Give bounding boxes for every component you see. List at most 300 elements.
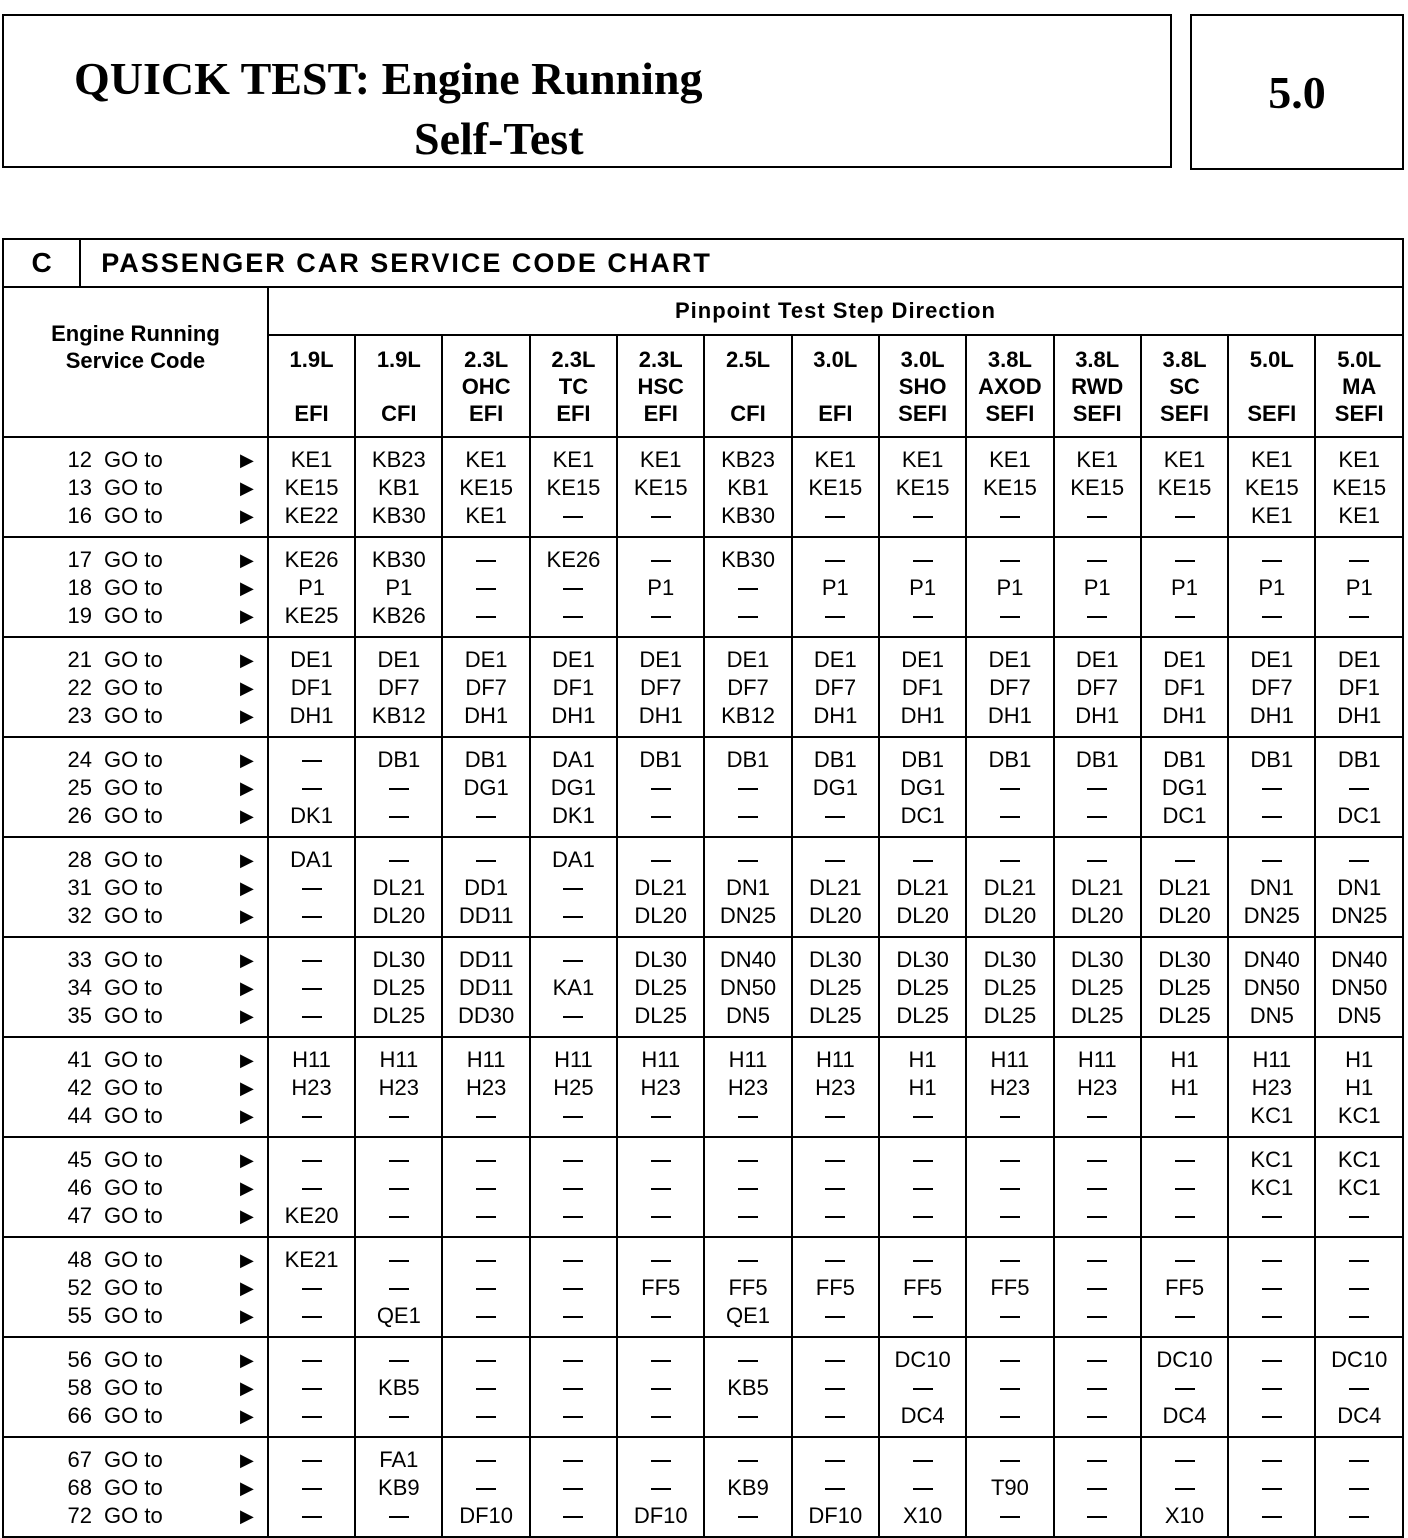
- test-step-value: [1055, 1174, 1140, 1202]
- test-step-value: DF10: [808, 1503, 863, 1528]
- arrow-right-icon: ▶: [240, 506, 254, 526]
- no-test-dash: [1000, 516, 1020, 518]
- no-test-dash: [651, 860, 671, 862]
- test-step-value: P1: [1345, 575, 1373, 600]
- test-step-value: [1055, 546, 1140, 574]
- test-step-cell: [1141, 537, 1228, 637]
- test-step-value: [269, 1302, 354, 1330]
- test-step-value: DL25: [896, 1003, 949, 1028]
- test-step-value: [356, 1502, 441, 1530]
- test-step-value: DF7: [1076, 675, 1118, 700]
- test-step-value: [531, 574, 616, 602]
- service-codes: [3, 437, 268, 537]
- test-step-value: H23: [291, 1075, 332, 1100]
- service-code-number: 32: [67, 903, 92, 928]
- test-step-value: [443, 1146, 528, 1174]
- service-code-line: [4, 1002, 267, 1030]
- test-step-value: [793, 1202, 878, 1230]
- code-group-row: [3, 637, 1403, 737]
- test-step-value: [1055, 1246, 1140, 1274]
- test-step-value: KC1: [1250, 1103, 1294, 1128]
- service-codes: [3, 1237, 268, 1337]
- test-step-cell: [442, 637, 529, 737]
- test-step-value: [1055, 802, 1140, 830]
- test-step-value: DB1: [901, 747, 945, 772]
- no-test-dash: [651, 1488, 671, 1490]
- test-step-cell: [879, 1337, 966, 1437]
- no-test-dash: [1175, 1260, 1195, 1262]
- test-step-cell: [704, 937, 791, 1037]
- test-step-value: [531, 946, 616, 974]
- test-step-cell: [268, 637, 355, 737]
- test-step-cell: [1315, 1437, 1403, 1537]
- test-step-value: [1055, 1274, 1140, 1302]
- test-step-cell: [792, 1337, 879, 1437]
- test-step-value: [967, 1246, 1052, 1274]
- arrow-right-icon: ▶: [240, 750, 254, 770]
- no-test-dash: [389, 1216, 409, 1218]
- test-step-value: [531, 902, 616, 930]
- test-step-value: H23: [989, 1075, 1031, 1100]
- column-header: [1054, 335, 1141, 437]
- test-step-cell: [355, 937, 442, 1037]
- no-test-dash: [738, 1360, 758, 1362]
- test-step-cell: [704, 1037, 791, 1137]
- column-header-line: [269, 373, 354, 400]
- test-step-cell: [966, 1137, 1053, 1237]
- test-step-cell: [792, 1437, 879, 1537]
- test-step-value: [443, 1274, 528, 1302]
- test-step-value: [443, 546, 528, 574]
- test-step-value: [1229, 546, 1314, 574]
- test-step-cell: [268, 837, 355, 937]
- no-test-dash: [389, 1360, 409, 1362]
- test-step-value: [618, 1174, 703, 1202]
- test-step-value: [531, 1374, 616, 1402]
- column-header-line: 1.9L: [289, 346, 334, 372]
- test-step-value: [967, 1374, 1052, 1402]
- test-step-value: [880, 502, 965, 530]
- test-step-cell: [530, 1237, 617, 1337]
- go-to-label: GO to: [104, 1275, 163, 1300]
- test-step-value: DN5: [1249, 1003, 1294, 1028]
- no-test-dash: [1000, 616, 1020, 618]
- test-step-value: [793, 1446, 878, 1474]
- test-step-value: DN40: [1243, 947, 1300, 972]
- column-header-line: AXOD: [978, 373, 1042, 399]
- test-step-value: [531, 1246, 616, 1274]
- test-step-value: DF1: [1163, 675, 1206, 700]
- test-step-cell: [704, 537, 791, 637]
- test-step-value: KE1: [465, 503, 507, 528]
- test-step-value: DL25: [896, 975, 949, 1000]
- test-step-value: P1: [996, 575, 1024, 600]
- test-step-value: [531, 602, 616, 630]
- test-step-value: DL21: [809, 875, 862, 900]
- test-step-value: [1055, 1146, 1140, 1174]
- test-step-value: DF7: [465, 675, 507, 700]
- no-test-dash: [651, 616, 671, 618]
- test-step-value: [880, 1174, 965, 1202]
- test-step-cell: [442, 937, 529, 1037]
- service-code-line: [4, 574, 267, 602]
- test-step-value: [618, 1446, 703, 1474]
- test-step-value: DL25: [1158, 1003, 1211, 1028]
- test-step-cell: [617, 737, 704, 837]
- test-step-value: DN1: [1249, 875, 1294, 900]
- no-test-dash: [1262, 1488, 1282, 1490]
- no-test-dash: [389, 816, 409, 818]
- test-step-cell: [1141, 1437, 1228, 1537]
- test-step-cell: [530, 437, 617, 537]
- column-header-line: 5.0L: [1337, 346, 1382, 372]
- test-step-cell: [792, 737, 879, 837]
- test-step-cell: [1228, 537, 1315, 637]
- test-step-cell: [1228, 1237, 1315, 1337]
- test-step-cell: [442, 737, 529, 837]
- no-test-dash: [1349, 1260, 1369, 1262]
- test-step-value: DF7: [378, 675, 420, 700]
- test-step-cell: [355, 1037, 442, 1137]
- column-header-line: 3.0L: [900, 346, 945, 372]
- test-step-value: KC1: [1337, 1175, 1381, 1200]
- test-step-value: X10: [903, 1503, 943, 1528]
- test-step-value: DE1: [988, 647, 1032, 672]
- column-header: [1315, 335, 1403, 437]
- service-code-number: 25: [67, 775, 92, 800]
- test-step-value: FF5: [990, 1275, 1030, 1300]
- no-test-dash: [1087, 1116, 1107, 1118]
- test-step-value: [705, 1174, 790, 1202]
- no-test-dash: [1087, 560, 1107, 562]
- test-step-value: [531, 1274, 616, 1302]
- no-test-dash: [1262, 816, 1282, 818]
- test-step-cell: [966, 1037, 1053, 1137]
- test-step-value: KB26: [371, 603, 426, 628]
- test-step-value: [705, 602, 790, 630]
- test-step-value: [1142, 1374, 1227, 1402]
- test-step-value: [705, 774, 790, 802]
- test-step-cell: [1228, 1437, 1315, 1537]
- test-step-value: DA1: [290, 847, 333, 872]
- go-to-label: GO to: [104, 1347, 163, 1372]
- no-test-dash: [651, 1160, 671, 1162]
- test-step-cell: [1228, 1137, 1315, 1237]
- test-step-value: P1: [298, 575, 325, 600]
- no-test-dash: [1349, 1488, 1369, 1490]
- no-test-dash: [913, 516, 933, 518]
- column-header: [704, 335, 791, 437]
- test-step-cell: [442, 1337, 529, 1437]
- test-step-value: [1229, 1374, 1314, 1402]
- test-step-cell: [442, 1437, 529, 1537]
- no-test-dash: [476, 816, 496, 818]
- test-step-cell: [442, 1037, 529, 1137]
- code-group-row: [3, 837, 1403, 937]
- code-group-row: [3, 537, 1403, 637]
- no-test-dash: [563, 1160, 583, 1162]
- test-step-value: [793, 802, 878, 830]
- test-step-value: H23: [1077, 1075, 1118, 1100]
- test-step-value: DN40: [719, 947, 777, 972]
- test-step-value: DL25: [634, 975, 688, 1000]
- test-step-value: [705, 1446, 790, 1474]
- service-code-number: 34: [67, 975, 92, 1000]
- no-test-dash: [651, 1416, 671, 1418]
- arrow-right-icon: ▶: [240, 678, 254, 698]
- no-test-dash: [738, 1460, 758, 1462]
- test-step-value: [705, 1402, 790, 1430]
- arrow-right-icon: ▶: [240, 1378, 254, 1398]
- no-test-dash: [651, 1360, 671, 1362]
- test-step-cell: [879, 737, 966, 837]
- test-step-cell: [617, 1437, 704, 1537]
- test-step-value: [1055, 1102, 1140, 1130]
- test-step-value: [269, 946, 354, 974]
- test-step-value: T90: [990, 1475, 1029, 1500]
- no-test-dash: [913, 616, 933, 618]
- test-step-value: DE1: [639, 647, 683, 672]
- column-header-line: SEFI: [1072, 400, 1122, 426]
- no-test-dash: [825, 616, 845, 618]
- no-test-dash: [825, 516, 845, 518]
- arrow-right-icon: ▶: [240, 1478, 254, 1498]
- service-code-line: [4, 902, 267, 930]
- test-step-value: [269, 1274, 354, 1302]
- no-test-dash: [825, 860, 845, 862]
- test-step-cell: [704, 837, 791, 937]
- column-header-line: MA: [1342, 373, 1377, 399]
- test-step-value: [618, 1246, 703, 1274]
- test-step-cell: [704, 637, 791, 737]
- no-test-dash: [1087, 1360, 1107, 1362]
- service-code-line: [4, 1146, 267, 1174]
- test-step-cell: [1315, 737, 1403, 837]
- test-step-value: [618, 1346, 703, 1374]
- test-step-value: DE1: [1337, 647, 1381, 672]
- column-header-line: [705, 373, 790, 400]
- test-step-cell: [879, 1437, 966, 1537]
- arrow-right-icon: ▶: [240, 806, 254, 826]
- no-test-dash: [476, 1188, 496, 1190]
- test-step-value: [967, 1346, 1052, 1374]
- no-test-dash: [1087, 1460, 1107, 1462]
- no-test-dash: [1175, 1460, 1195, 1462]
- arrow-right-icon: ▶: [240, 1006, 254, 1026]
- test-step-cell: [792, 1137, 879, 1237]
- test-step-cell: [530, 1337, 617, 1437]
- test-step-cell: [268, 1137, 355, 1237]
- test-step-value: DK1: [552, 803, 595, 828]
- no-test-dash: [1262, 860, 1282, 862]
- test-step-value: H23: [378, 1075, 420, 1100]
- service-codes: [3, 937, 268, 1037]
- test-step-cell: [966, 1337, 1053, 1437]
- test-step-cell: [268, 737, 355, 837]
- no-test-dash: [738, 1160, 758, 1162]
- no-test-dash: [1000, 1516, 1020, 1518]
- column-header: [966, 335, 1053, 437]
- test-step-value: [1142, 1246, 1227, 1274]
- service-code-number: 33: [67, 947, 92, 972]
- test-step-cell: [966, 1437, 1053, 1537]
- column-header-line: SEFI: [1334, 400, 1384, 426]
- column-header-line: 3.8L: [1075, 346, 1120, 372]
- test-step-value: X10: [1164, 1503, 1205, 1528]
- go-to-label: GO to: [104, 947, 163, 972]
- test-step-value: DF10: [459, 1503, 514, 1528]
- test-step-value: KB1: [378, 475, 420, 500]
- test-step-cell: [1141, 1237, 1228, 1337]
- test-step-value: [705, 574, 790, 602]
- test-step-value: DL30: [1158, 947, 1211, 972]
- test-step-cell: [879, 537, 966, 637]
- service-code-number: 22: [67, 675, 92, 700]
- test-step-value: KE15: [808, 475, 863, 500]
- service-code-number: 18: [67, 575, 92, 600]
- arrow-right-icon: ▶: [240, 778, 254, 798]
- test-step-cell: [355, 1237, 442, 1337]
- chart-section-letter: C: [3, 239, 80, 287]
- no-test-dash: [389, 1188, 409, 1190]
- test-step-value: [356, 1102, 441, 1130]
- test-step-value: KE15: [284, 475, 339, 500]
- test-step-value: DL25: [809, 975, 862, 1000]
- no-test-dash: [1262, 788, 1282, 790]
- no-test-dash: [1000, 1360, 1020, 1362]
- test-step-value: DL30: [809, 947, 862, 972]
- test-step-value: [1316, 1502, 1402, 1530]
- test-step-value: [1316, 846, 1402, 874]
- go-to-label: GO to: [104, 1075, 163, 1100]
- test-step-value: DB1: [1075, 747, 1119, 772]
- test-step-value: DL20: [372, 903, 426, 928]
- arrow-right-icon: ▶: [240, 1506, 254, 1526]
- go-to-label: GO to: [104, 1475, 163, 1500]
- test-step-value: DG1: [899, 775, 946, 800]
- test-step-value: [443, 1474, 528, 1502]
- no-test-dash: [476, 560, 496, 562]
- column-header: [355, 335, 442, 437]
- test-step-cell: [1315, 1337, 1403, 1437]
- test-step-value: KE20: [284, 1203, 339, 1228]
- test-step-value: [793, 602, 878, 630]
- no-test-dash: [825, 1488, 845, 1490]
- no-test-dash: [913, 1160, 933, 1162]
- code-group-row: [3, 1037, 1403, 1137]
- test-step-value: H11: [379, 1047, 419, 1072]
- no-test-dash: [1000, 1188, 1020, 1190]
- test-step-cell: [1141, 837, 1228, 937]
- chart-title: PASSENGER CAR SERVICE CODE CHART: [80, 239, 1403, 287]
- test-step-value: DA1: [552, 747, 595, 772]
- test-step-cell: [355, 1337, 442, 1437]
- service-code-number: 19: [67, 603, 92, 628]
- test-step-cell: [268, 937, 355, 1037]
- service-code-line: [4, 802, 267, 830]
- code-group-row: [3, 737, 1403, 837]
- test-step-value: DH1: [1075, 703, 1120, 728]
- service-code-number: 42: [67, 1075, 92, 1100]
- no-test-dash: [563, 1488, 583, 1490]
- no-test-dash: [389, 1516, 409, 1518]
- test-step-value: [356, 846, 441, 874]
- test-step-cell: [1054, 637, 1141, 737]
- test-step-value: KB5: [727, 1375, 769, 1400]
- test-step-cell: [792, 1037, 879, 1137]
- go-to-label: GO to: [104, 1375, 163, 1400]
- no-test-dash: [563, 960, 583, 962]
- test-step-value: [793, 502, 878, 530]
- test-step-value: KB1: [727, 475, 769, 500]
- test-step-value: [618, 1202, 703, 1230]
- test-step-cell: [704, 1437, 791, 1537]
- no-test-dash: [1087, 616, 1107, 618]
- no-test-dash: [1000, 1460, 1020, 1462]
- no-test-dash: [1087, 1516, 1107, 1518]
- go-to-label: GO to: [104, 875, 163, 900]
- test-step-value: DE1: [377, 647, 421, 672]
- no-test-dash: [825, 1216, 845, 1218]
- test-step-value: DN50: [1331, 975, 1388, 1000]
- test-step-value: KE15: [1070, 475, 1125, 500]
- service-code-number: 46: [67, 1175, 92, 1200]
- service-code-number: 28: [67, 847, 92, 872]
- test-step-value: [269, 1102, 354, 1130]
- test-step-value: KB9: [378, 1475, 420, 1500]
- test-step-value: H11: [815, 1047, 855, 1072]
- test-step-cell: [792, 1237, 879, 1337]
- test-step-value: P1: [385, 575, 413, 600]
- test-step-value: DB1: [726, 747, 770, 772]
- test-step-value: [1142, 1174, 1227, 1202]
- column-header-line: EFI: [818, 400, 853, 426]
- test-step-value: KE1: [989, 447, 1031, 472]
- no-test-dash: [1349, 1460, 1369, 1462]
- test-step-value: KE26: [546, 547, 601, 572]
- no-test-dash: [302, 1516, 322, 1518]
- code-group-row: [3, 1137, 1403, 1237]
- test-step-value: KE15: [546, 475, 601, 500]
- go-to-label: GO to: [104, 647, 163, 672]
- test-step-value: DF1: [901, 675, 944, 700]
- test-step-value: DL21: [372, 875, 426, 900]
- test-step-value: [269, 746, 354, 774]
- test-step-value: H23: [727, 1075, 769, 1100]
- test-step-value: [1316, 1202, 1402, 1230]
- test-step-value: P1: [821, 575, 849, 600]
- column-header-line: 3.8L: [1162, 346, 1207, 372]
- no-test-dash: [476, 616, 496, 618]
- service-code-number: 26: [67, 803, 92, 828]
- test-step-value: DC4: [1162, 1403, 1207, 1428]
- column-header-line: EFI: [469, 400, 504, 426]
- test-step-cell: [1228, 837, 1315, 937]
- no-test-dash: [1000, 1216, 1020, 1218]
- no-test-dash: [738, 788, 758, 790]
- test-step-cell: [1054, 837, 1141, 937]
- test-step-value: [1316, 774, 1402, 802]
- no-test-dash: [563, 1316, 583, 1318]
- test-step-value: [880, 1302, 965, 1330]
- test-step-value: [531, 1146, 616, 1174]
- test-step-value: DL30: [634, 947, 688, 972]
- test-step-cell: [704, 737, 791, 837]
- test-step-value: P1: [909, 575, 937, 600]
- test-step-cell: [966, 937, 1053, 1037]
- test-step-value: [1055, 602, 1140, 630]
- no-test-dash: [913, 1216, 933, 1218]
